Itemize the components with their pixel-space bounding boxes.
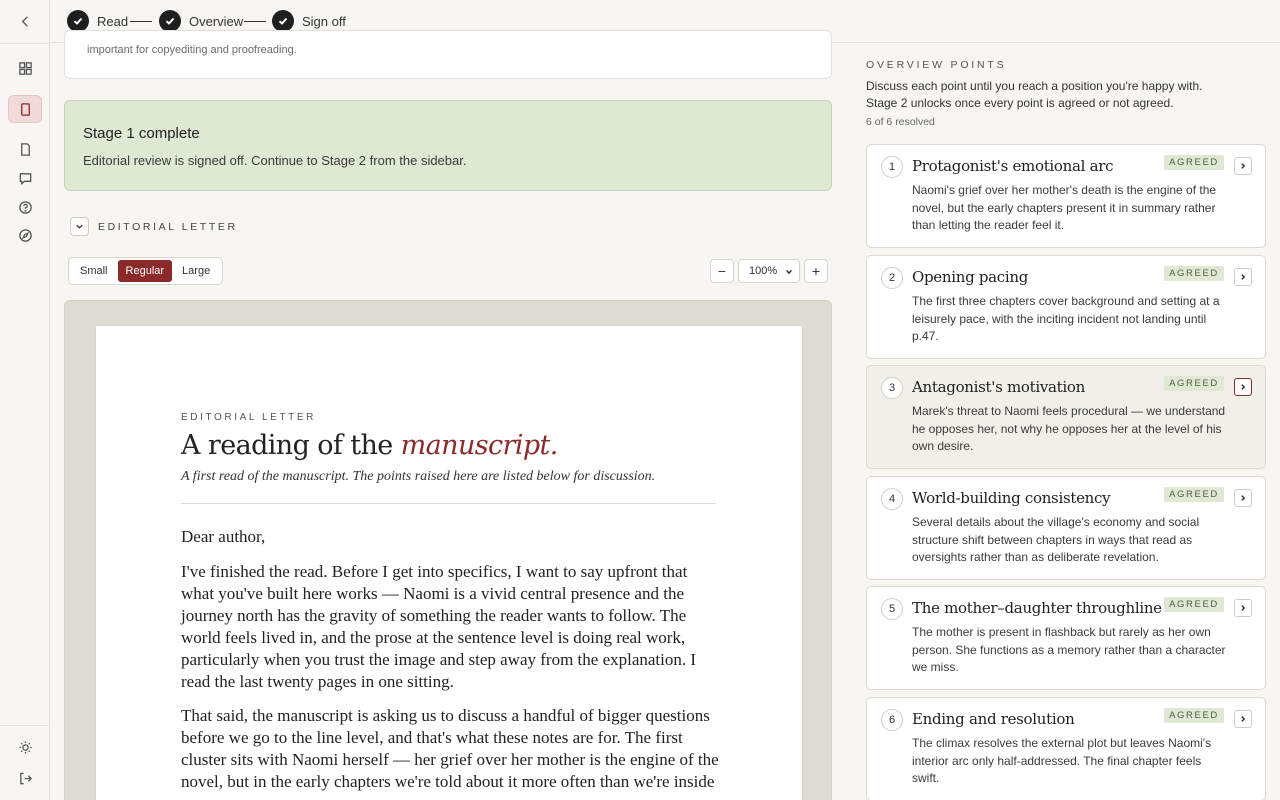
- overview-point-active[interactable]: [866, 365, 1266, 469]
- collapse-letter-button[interactable]: [70, 217, 89, 236]
- panel-heading: OVERVIEW POINTS: [866, 59, 1007, 71]
- step-label: Overview: [189, 13, 244, 29]
- check-icon: [278, 16, 288, 26]
- comment-icon: [18, 171, 33, 186]
- size-regular-button[interactable]: Regular: [118, 260, 173, 282]
- help-icon: [18, 200, 33, 215]
- overview-point[interactable]: [866, 586, 1266, 690]
- open-point-button[interactable]: [1234, 378, 1252, 396]
- point-number: 4: [881, 488, 903, 510]
- overview-point[interactable]: [866, 144, 1266, 248]
- step-check: [272, 10, 294, 32]
- status-badge: AGREED: [1164, 597, 1224, 612]
- point-body: Several details about the village's economy and social structure shift between chapters in ways that read as oversights rather than as deliberate revelation.: [912, 515, 1200, 564]
- stage-title: Stage 1 complete: [83, 125, 200, 142]
- file-button[interactable]: [8, 135, 42, 163]
- step-check: [67, 10, 89, 32]
- resolved-count: 6 of 6 resolved: [866, 116, 935, 128]
- chevron-right-icon: [1239, 604, 1247, 612]
- dashboard-button[interactable]: [8, 54, 42, 82]
- status-badge: AGREED: [1164, 376, 1224, 391]
- status-badge: AGREED: [1164, 708, 1224, 723]
- chevron-right-icon: [1239, 494, 1247, 502]
- previous-card: [64, 30, 832, 79]
- theme-button[interactable]: [8, 733, 42, 761]
- overview-panel: [852, 43, 1280, 800]
- zoom-select[interactable]: [738, 259, 800, 283]
- status-badge: AGREED: [1164, 266, 1224, 281]
- document-subtitle: A first read of the manuscript. The points raised here are listed below for discussion.: [181, 469, 656, 484]
- text-size-toggle: [68, 257, 223, 285]
- point-title: World-building consistency: [912, 489, 1111, 507]
- grid-icon: [18, 61, 33, 76]
- point-title: Opening pacing: [912, 268, 1029, 286]
- left-rail: [0, 0, 50, 800]
- chevron-right-icon: [1239, 383, 1247, 391]
- status-badge: AGREED: [1164, 155, 1224, 170]
- overview-point[interactable]: [866, 255, 1266, 359]
- overview-point[interactable]: [866, 476, 1266, 580]
- stage-text: Editorial review is signed off. Continue to Stage 2 from the sidebar.: [83, 153, 467, 168]
- step-label: Read: [97, 13, 129, 29]
- size-large-button[interactable]: Large: [182, 265, 211, 277]
- check-icon: [165, 16, 175, 26]
- step-connector: [130, 21, 152, 22]
- point-body: Marek's threat to Naomi feels procedural — we understand he opposes her, not why he opposes her at the level of his own desire.: [912, 404, 1226, 453]
- chevron-right-icon: [1239, 162, 1247, 170]
- zoom-value: 100%: [749, 265, 778, 277]
- chevron-left-icon: [18, 14, 33, 29]
- rail-divider: [0, 43, 50, 44]
- sun-icon: [18, 740, 33, 755]
- point-body: The mother is present in flashback but rarely as her own person. She functions as a memory rather than a character we miss.: [912, 625, 1226, 674]
- chevron-right-icon: [1239, 273, 1247, 281]
- point-title: The mother–daughter throughline: [912, 599, 1162, 617]
- point-number: 5: [881, 598, 903, 620]
- compass-icon: [18, 228, 33, 243]
- chevron-down-icon: [75, 222, 84, 231]
- document-paragraph: That said, the manuscript is asking us to discuss a handful of bigger questions before we go to the line level, and that's what these notes are for. The first cluster sits with Naomi herself — her grief over her mother is the engine of the novel, but in the early chapters we're told about it more often than we're inside: [181, 706, 719, 791]
- step-sign-off[interactable]: [272, 10, 346, 32]
- point-number: 1: [881, 156, 903, 178]
- chevron-down-icon: [785, 268, 793, 276]
- logout-icon: [18, 771, 33, 786]
- step-check: [159, 10, 181, 32]
- point-body: The climax resolves the external plot but leaves Naomi's interior arc only half-addressed. The final chapter feels swift.: [912, 736, 1212, 785]
- open-point-button[interactable]: [1234, 268, 1252, 286]
- point-body: The first three chapters cover background and setting at a leisurely pace, with the inciting incident not landing until p.47.: [912, 294, 1220, 343]
- back-button[interactable]: [8, 7, 42, 35]
- stage-complete-banner: [64, 100, 832, 191]
- step-read[interactable]: [67, 10, 128, 32]
- chevron-right-icon: [1239, 715, 1247, 723]
- point-title: Ending and resolution: [912, 710, 1075, 728]
- document-title-accent: manuscript.: [400, 430, 558, 461]
- point-title: Protagonist's emotional arc: [912, 157, 1114, 175]
- help-button[interactable]: [8, 193, 42, 221]
- document-title-plain: A reading of the: [181, 430, 393, 461]
- overview-point[interactable]: [866, 697, 1266, 800]
- sign-out-button[interactable]: [8, 764, 42, 792]
- status-badge: AGREED: [1164, 487, 1224, 502]
- step-label: Sign off: [302, 13, 346, 29]
- document-greeting: Dear author,: [181, 527, 266, 546]
- file-icon: [18, 142, 33, 157]
- document-button[interactable]: [8, 95, 42, 123]
- rail-divider: [0, 725, 50, 726]
- comments-button[interactable]: [8, 164, 42, 192]
- step-connector: [244, 21, 266, 22]
- check-icon: [73, 16, 83, 26]
- document-title: [181, 430, 558, 461]
- point-body: Naomi's grief over her mother's death is the engine of the novel, but the early chapters present it in summary rather than letting the reader feel it.: [912, 183, 1217, 232]
- document-viewer[interactable]: [64, 300, 832, 800]
- zoom-in-button[interactable]: +: [804, 259, 828, 283]
- document-page: [96, 326, 802, 800]
- size-small-button[interactable]: Small: [80, 265, 108, 277]
- step-overview[interactable]: [159, 10, 243, 32]
- zoom-out-button[interactable]: −: [710, 259, 734, 283]
- panel-description: Discuss each point until you reach a position you're happy with. Stage 2 unlocks once every point is agreed or not agreed.: [866, 79, 1203, 110]
- open-point-button[interactable]: [1234, 157, 1252, 175]
- point-number: 2: [881, 267, 903, 289]
- document-paragraph: I've finished the read. Before I get into specifics, I want to say upfront that what you've built here works — Naomi is a vivid central presence and the journey north has the gravity of something the reader wants to follow. The world feels lived in, and the prose at the sentence level is doing real work, particularly when you trust the image and step away from the explanation. I read the last twenty pages in one sitting.: [181, 562, 697, 691]
- open-point-button[interactable]: [1234, 710, 1252, 728]
- document-divider: [181, 503, 716, 504]
- previous-card-text: important for copyediting and proofreading.: [87, 44, 297, 56]
- document-kicker: EDITORIAL LETTER: [181, 412, 316, 423]
- open-point-button[interactable]: [1234, 489, 1252, 507]
- letter-section-heading: EDITORIAL LETTER: [98, 221, 238, 233]
- point-title: Antagonist's motivation: [912, 378, 1085, 396]
- explore-button[interactable]: [8, 221, 42, 249]
- document-icon: [18, 102, 33, 117]
- point-number: 6: [881, 709, 903, 731]
- open-point-button[interactable]: [1234, 599, 1252, 617]
- point-number: 3: [881, 377, 903, 399]
